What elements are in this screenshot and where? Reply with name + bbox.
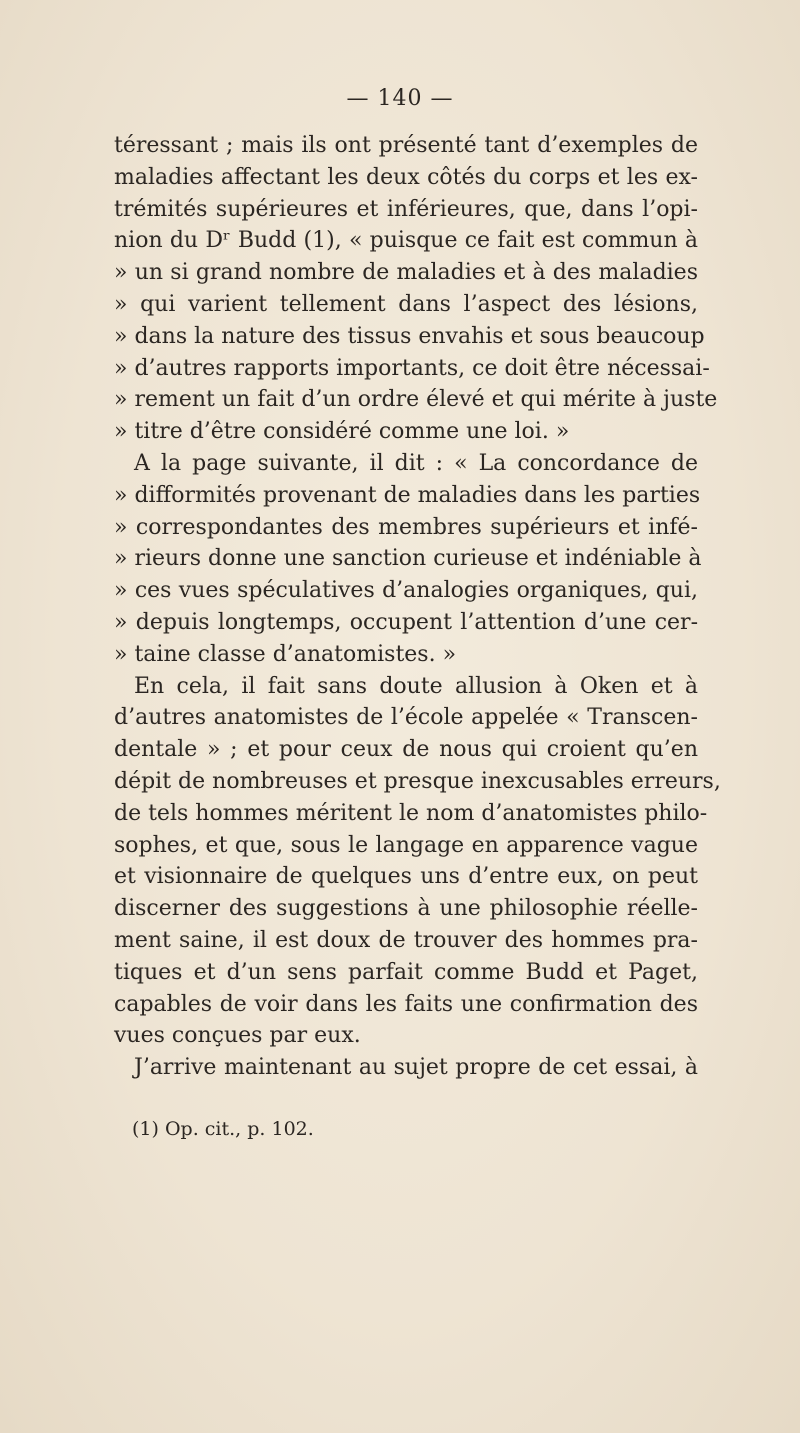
text-line: dépit de nombreuses et presque inexcusables erreurs,	[114, 768, 721, 794]
text-line: capables de voir dans les faits une confirmation des	[114, 991, 698, 1017]
quoted-line: » correspondantes des membres supérieurs et infé-	[114, 514, 698, 540]
text-line: sophes, et que, sous le langage en apparence vague	[114, 832, 698, 858]
text-line: vues conçues par eux.	[114, 1023, 361, 1049]
quoted-line: » taine classe d’anatomistes. »	[114, 641, 457, 667]
text-line: tiques et d’un sens parfait comme Budd et Paget,	[114, 959, 698, 985]
text-line: dentale » ; et pour ceux de nous qui croient qu’en	[114, 737, 698, 763]
text-line: nion du Dʳ Budd (1), « puisque ce fait est commun à	[114, 228, 698, 254]
paragraph-start-line: A la page suivante, il dit : « La concordance de	[134, 450, 698, 476]
text-line: ment saine, il est doux de trouver des hommes pra-	[114, 927, 698, 953]
quoted-line: » d’autres rapports importants, ce doit être nécessai-	[114, 355, 710, 381]
text-line: de tels hommes méritent le nom d’anatomistes philo-	[114, 800, 708, 826]
text-line: d’autres anatomistes de l’école appelée « Transcen-	[114, 705, 698, 731]
footnote: (1) Op. cit., p. 102.	[132, 1118, 314, 1140]
paragraph-start-line: En cela, il fait sans doute allusion à Oken et à	[134, 673, 698, 699]
quoted-line: » un si grand nombre de maladies et à des maladies	[114, 260, 698, 286]
quoted-line: » ces vues spéculatives d’analogies organiques, qui,	[114, 578, 698, 604]
text-line: trémités supérieures et inférieures, que, dans l’opi-	[114, 196, 698, 222]
text-line: maladies affectant les deux côtés du corps et les ex-	[114, 164, 698, 190]
quoted-line: » rement un fait d’un ordre élevé et qui mérite à juste	[114, 387, 718, 413]
quoted-line: » depuis longtemps, occupent l’attention d’une cer-	[114, 609, 698, 635]
body-text	[114, 130, 721, 1084]
text-line: téressant ; mais ils ont présenté tant d’exemples de	[114, 133, 698, 158]
quoted-line: » rieurs donne une sanction curieuse et indéniable à	[114, 546, 702, 572]
text-line: discerner des suggestions à une philosophie réelle-	[114, 896, 698, 922]
quoted-line: » titre d’être considéré comme une loi. »	[114, 419, 570, 445]
quoted-line: » dans la nature des tissus envahis et sous beaucoup	[114, 323, 705, 349]
quoted-line: » difformités provenant de maladies dans les parties	[114, 482, 701, 508]
paragraph-start-line: J’arrive maintenant au sujet propre de cet essai, à	[134, 1055, 698, 1081]
quoted-line: » qui varient tellement dans l’aspect des lésions,	[114, 291, 698, 317]
page-number: — 140 —	[346, 86, 454, 111]
text-line: et visionnaire de quelques uns d’entre eux, on peut	[114, 864, 698, 890]
